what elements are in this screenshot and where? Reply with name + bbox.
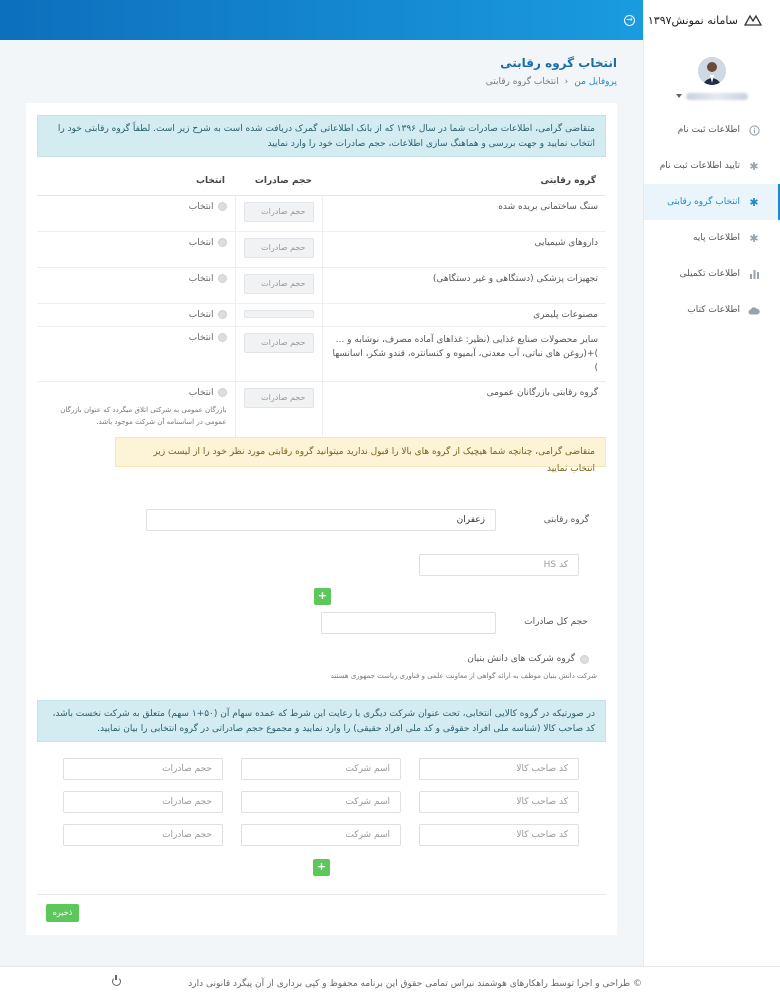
volume-input[interactable]: حجم صادرات <box>244 388 314 408</box>
add-owner-button[interactable]: + <box>313 859 330 876</box>
group-cell: سایر محصولات صنایع غذایی (نظیر: غذاهای آماده مصرف، نوشابه و ... )+(روغن های نباتی، آب معدنی، آبمیوه و کنسانتره، قندو شکر، اسانسها ) <box>322 326 606 381</box>
select-radio[interactable] <box>45 333 227 343</box>
knowledge-based-label: گروه شرکت های دانش بنیان <box>467 654 575 664</box>
table-row <box>37 267 606 303</box>
chevron-left-icon: ‹ <box>564 77 569 87</box>
select-label: انتخاب <box>188 387 214 398</box>
sidebar-menu <box>644 112 780 328</box>
avatar[interactable] <box>698 57 726 85</box>
form-card <box>26 103 617 935</box>
select-label: انتخاب <box>188 332 214 343</box>
radio-icon <box>218 388 227 397</box>
chevron-down-icon <box>676 94 682 98</box>
sidebar-item-basic-info[interactable] <box>644 220 780 256</box>
owner-volume-input[interactable]: حجم صادرات <box>63 758 223 780</box>
sidebar-item-confirm-registration[interactable] <box>644 148 780 184</box>
bar-chart-icon <box>748 268 760 280</box>
power-icon[interactable] <box>112 977 121 986</box>
info-alert: متقاضی گرامی، اطلاعات صادرات شما در سال ۱۳۹۶ که از بانک اطلاعاتی گمرک دریافت شده است به شرح زیر است. لطفاً گروه رقابتی خود را انتخاب نمایید و جهت بررسی و هماهنگ سازی اطلاعات، حجم صادرات خود را وارد نمایید <box>37 115 606 157</box>
volume-input[interactable]: حجم صادرات <box>244 333 314 353</box>
volume-input[interactable]: حجم صادرات <box>244 238 314 258</box>
group-cell: گروه رقابتی بازرگانان عمومی <box>322 381 606 441</box>
sidebar-item-competitive-group[interactable] <box>644 184 780 220</box>
brand[interactable] <box>644 0 780 40</box>
select-label: انتخاب <box>188 201 214 212</box>
group-label: گروه رقابتی <box>543 515 589 525</box>
select-label: انتخاب <box>188 237 214 248</box>
table-row <box>37 381 606 441</box>
volume-input[interactable] <box>244 310 314 318</box>
add-hs-button[interactable]: + <box>314 588 331 605</box>
table-row <box>37 326 606 381</box>
competitive-group-table <box>37 167 606 441</box>
asterisk-icon: ✱ <box>749 231 759 245</box>
page-title: انتخاب گروه رقابتی <box>500 56 617 70</box>
select-label: انتخاب <box>188 309 214 320</box>
top-bar <box>0 0 643 40</box>
knowledge-based-radio[interactable] <box>467 654 589 664</box>
group-cell: مصنوعات پلیمری <box>322 303 606 326</box>
radio-icon <box>218 333 227 342</box>
sidebar-item-book-info[interactable] <box>644 292 780 328</box>
total-volume-input[interactable] <box>321 612 496 634</box>
user-panel <box>644 57 780 102</box>
volume-input[interactable]: حجم صادرات <box>244 202 314 222</box>
warning-alert: متقاضی گرامی، چنانچه شما هیچیک از گروه های بالا را قبول ندارید میتوانید گروه رقابتی مورد نظر خود را از لیست زیر انتخاب نمایید <box>115 437 606 467</box>
sidebar-item-label: اطلاعات کتاب <box>687 305 740 315</box>
footer-text: © طراحی و اجرا توسط راهکارهای هوشمند نیراس تمامی حقوق این برنامه محفوظ و کپی برداری از آن پیگرد قانونی دارد <box>188 979 642 989</box>
info-icon <box>748 124 760 136</box>
asterisk-icon: ✱ <box>749 195 759 209</box>
asterisk-icon: ✱ <box>749 159 759 173</box>
sidebar-item-label: انتخاب گروه رقابتی <box>667 197 740 207</box>
group-cell: سنگ ساختمانی بریده شده <box>322 195 606 231</box>
radio-icon <box>218 310 227 319</box>
sidebar-item-registration-info[interactable] <box>644 112 780 148</box>
sidebar-item-additional-info[interactable] <box>644 256 780 292</box>
select-radio[interactable] <box>45 238 227 248</box>
radio-icon <box>218 274 227 283</box>
sidebar-item-label: اطلاعات تکمیلی <box>679 269 740 279</box>
cloud-icon <box>748 304 760 316</box>
table-row <box>37 195 606 231</box>
owner-info-alert: در صورتیکه در گروه کالایی انتخابی، تحت عنوان شرکت دیگری با رعایت این شرط که عمده سهام آن (۵۰+۱ سهم) متعلق به شرکت نخست باشد، کد صاحب کالا (شناسه ملی افراد حقوقی و کد ملی افراد حقیقی) را وارد نمایید و مجموع حجم صادراتی در گروه انتخابی را بیان نمایید. <box>37 700 606 742</box>
radio-icon <box>218 202 227 211</box>
owner-code-input[interactable]: کد صاحب کالا <box>419 758 579 780</box>
owner-code-input[interactable]: کد صاحب کالا <box>419 824 579 846</box>
table-row <box>37 231 606 267</box>
total-volume-label: حجم کل صادرات <box>524 617 588 627</box>
owner-volume-input[interactable]: حجم صادرات <box>63 791 223 813</box>
sidebar-item-label: تایید اطلاعات ثبت نام <box>659 161 740 171</box>
sidebar <box>643 0 780 966</box>
radio-icon <box>580 655 589 664</box>
select-radio[interactable] <box>45 310 227 320</box>
brand-title: سامانه نمونش۱۳۹۷ <box>647 13 738 27</box>
owner-volume-input[interactable]: حجم صادرات <box>63 824 223 846</box>
footer <box>0 966 780 1000</box>
general-trader-note: بازرگان عمومی به شرکتی اتلاق میگردد که عنوان بازرگان عمومی در اساسنامه آن شرکت موجود باشد. <box>60 405 227 426</box>
company-name-input[interactable]: اسم شرکت <box>241 758 401 780</box>
select-label: انتخاب <box>188 273 214 284</box>
sidebar-item-label: اطلاعات پایه <box>692 233 740 243</box>
user-menu[interactable] <box>676 90 748 102</box>
save-button[interactable]: ذخیره <box>46 904 79 922</box>
select-radio[interactable] <box>45 274 227 284</box>
breadcrumb <box>486 77 617 87</box>
sidebar-item-label: اطلاعات ثبت نام <box>677 125 740 135</box>
knowledge-based-note: شرکت دانش بنیان موظف به ارائه گواهی از معاونت علمی و فناوری ریاست جمهوری هستند <box>330 672 597 680</box>
select-radio[interactable] <box>45 388 227 398</box>
col-group-header: گروه رقابتی <box>322 167 606 195</box>
radio-icon <box>218 238 227 247</box>
volume-input[interactable]: حجم صادرات <box>244 274 314 294</box>
logo-icon <box>744 14 762 26</box>
sidebar-toggle-icon[interactable]: → <box>624 15 635 26</box>
main-content <box>0 40 643 966</box>
breadcrumb-home[interactable]: پروفایل من <box>574 77 617 87</box>
col-volume-header: حجم صادرات <box>235 167 322 195</box>
breadcrumb-current: انتخاب گروه رقابتی <box>485 77 559 87</box>
divider <box>37 894 606 895</box>
table-row <box>37 303 606 326</box>
group-select[interactable]: زعفران <box>146 509 496 531</box>
hs-code-input[interactable]: کد HS <box>419 554 579 576</box>
group-cell: تجهیزات پزشکی (دستگاهی و غیر دستگاهی) <box>322 267 606 303</box>
company-name-input[interactable]: اسم شرکت <box>241 791 401 813</box>
username-blurred <box>686 93 748 100</box>
col-select-header: انتخاب <box>37 167 235 195</box>
owner-code-input[interactable]: کد صاحب کالا <box>419 791 579 813</box>
group-cell: داروهای شیمیایی <box>322 231 606 267</box>
select-radio[interactable] <box>45 202 227 212</box>
company-name-input[interactable]: اسم شرکت <box>241 824 401 846</box>
